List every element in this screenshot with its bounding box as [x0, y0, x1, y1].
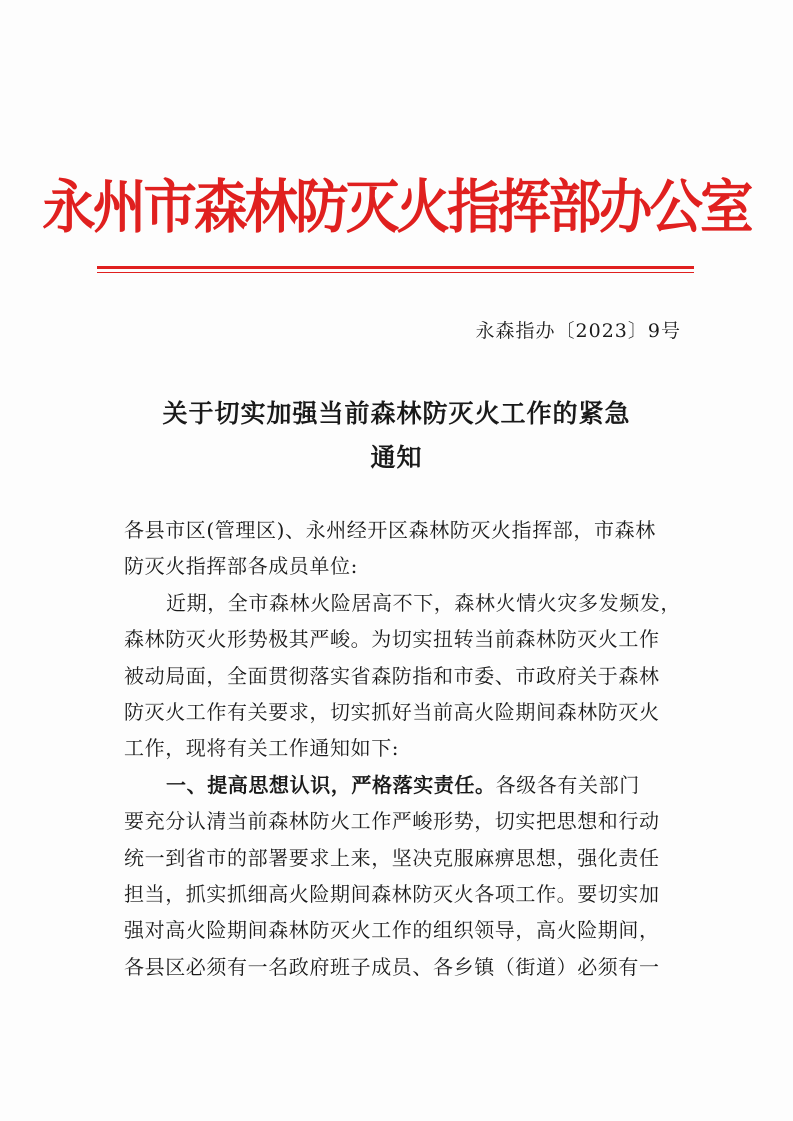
document-body	[124, 512, 684, 985]
section1-line-3: 统一到省市的部署要求上来，坚决克服麻痹思想，强化责任	[124, 845, 660, 870]
section1-first-line	[124, 767, 684, 803]
section1-line-2: 要充分认清当前森林防火工作严峻形势，切实把思想和行动	[124, 809, 660, 834]
section1-line-5: 强对高火险期间森林防灭火工作的组织领导，高火险期间，	[124, 918, 660, 943]
header-red-rule-thin	[97, 272, 694, 273]
section1-line-6: 各县区必须有一名政府班子成员、各乡镇（街道）必须有一	[124, 954, 660, 979]
document-title	[0, 392, 793, 480]
intro-line-5: 工作，现将有关工作通知如下:	[124, 736, 400, 761]
salutation-line-2: 防灭火指挥部各成员单位:	[124, 554, 358, 579]
section1-line-4: 担当，抓实抓细高火险期间森林防灭火各项工作。要切实加	[124, 881, 660, 906]
document-number: 永森指办〔2023〕9号	[475, 320, 681, 342]
intro-line-4: 防灭火工作有关要求，切实抓好当前高火险期间森林防灭火	[124, 699, 660, 724]
intro-line-1: 近期，全市森林火险居高不下，森林火情火灾多发频发，	[166, 590, 681, 615]
section1-first-line-rest: 各级各有关部门	[495, 772, 640, 797]
salutation-line-1: 各县市区(管理区)、永州经开区森林防灭火指挥部，市森林	[124, 518, 656, 542]
header-red-rule-thick	[97, 266, 694, 269]
intro-line-2: 森林防灭火形势极其严峻。为切实扭转当前森林防灭火工作	[124, 627, 660, 652]
organization-header: 永州市森林防灭火指挥部办公室	[42, 173, 751, 241]
title-line-1: 关于切实加强当前森林防灭火工作的紧急	[162, 399, 631, 428]
section1-heading: 一、提高思想认识，严格落实责任。	[166, 772, 496, 797]
intro-line-3: 被动局面，全面贯彻落实省森防指和市委、市政府关于森林	[124, 663, 660, 688]
title-line-2: 通知	[370, 443, 423, 472]
